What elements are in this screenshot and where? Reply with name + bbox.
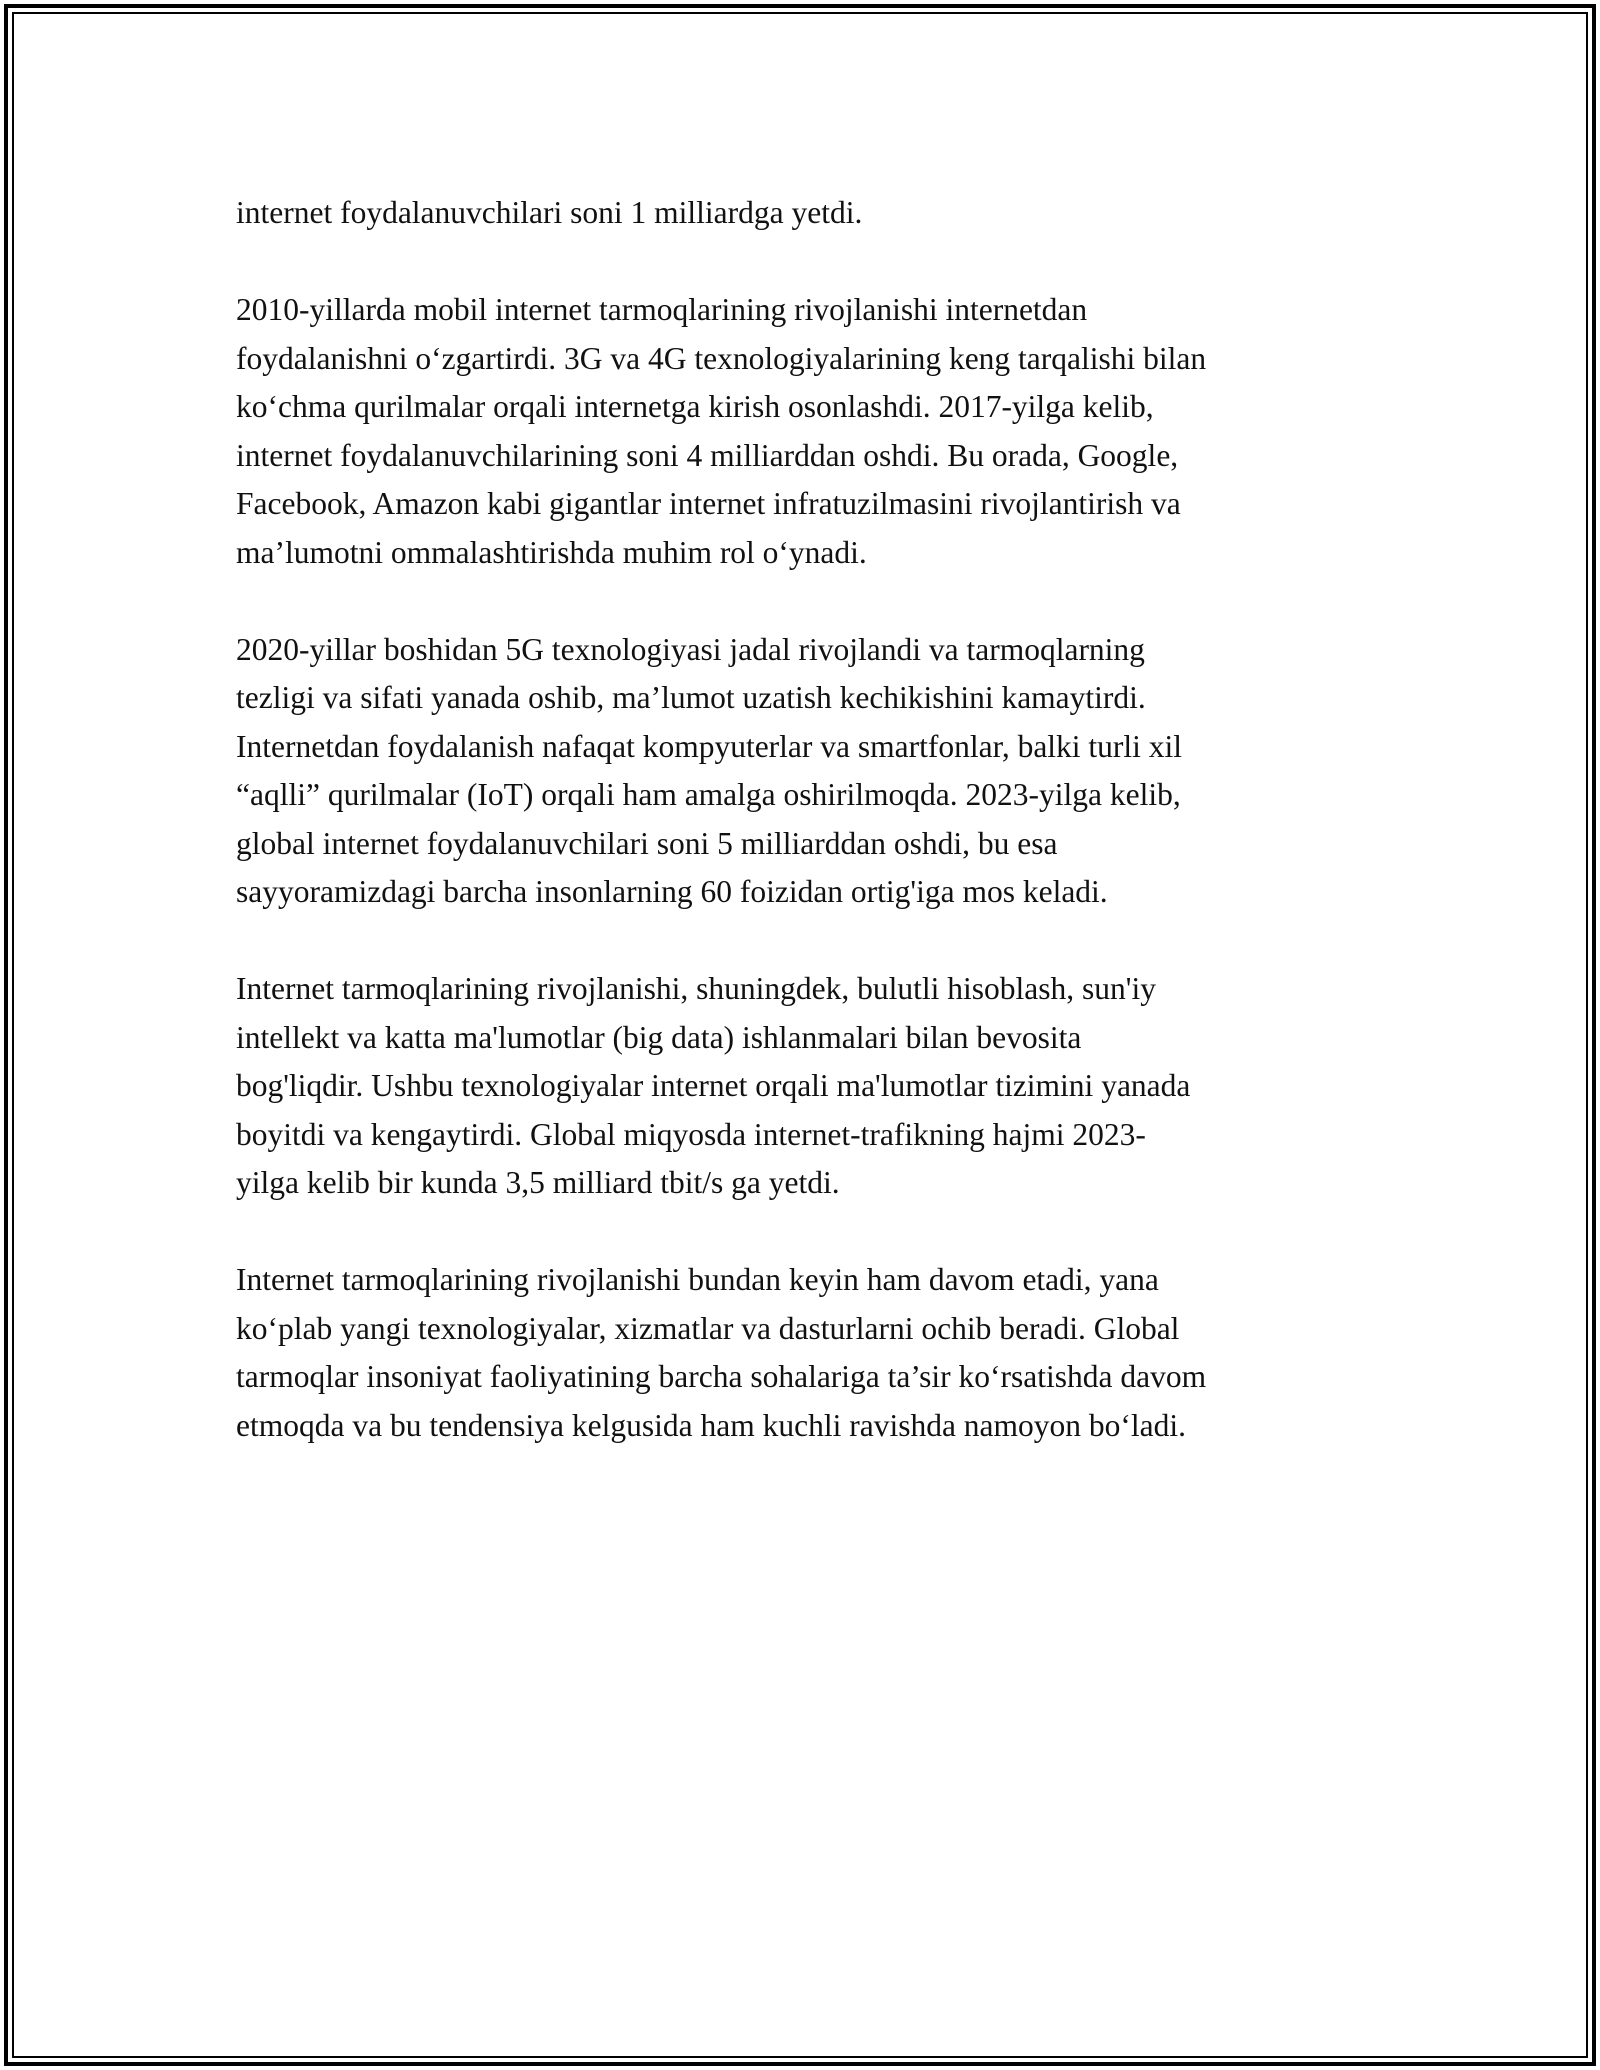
text-line: “aqlli” qurilmalar (IoT) orqali ham amalga oshirilmoqda. 2023-yilga kelib, <box>236 777 1181 812</box>
paragraph-4 <box>236 965 1406 1208</box>
text-line: internet foydalanuvchilarining soni 4 milliarddan oshdi. Bu orada, Google, <box>236 437 1179 473</box>
text-line: Facebook, Amazon kabi gigantlar internet infratuzilmasini rivojlantirish va <box>236 486 1181 521</box>
paragraph-5 <box>236 1256 1406 1450</box>
text-line: tezligi va sifati yanada oshib, ma’lumot uzatish kechikishini kamaytirdi. <box>236 680 1146 715</box>
text-line: ko‘plab yangi texnologiyalar, xizmatlar va dasturlarni ochib beradi. Global <box>236 1310 1180 1346</box>
text-line: Internet tarmoqlarining rivojlanishi, shuningdek, bulutli hisoblash, sun'iy <box>236 971 1156 1006</box>
paragraph-3 <box>236 626 1406 917</box>
text-line: intellekt va katta ma'lumotlar (big data) ishlanmalari bilan bevosita <box>236 1019 1082 1055</box>
text-line: tarmoqlar insoniyat faoliyatining barcha sohalariga ta’sir ko‘rsatishda davom <box>236 1359 1207 1394</box>
text-line: foydalanishni o‘zgartirdi. 3G va 4G texnologiyalarining keng tarqalishi bilan <box>236 340 1207 376</box>
text-line: ko‘chma qurilmalar orqali internetga kirish osonlashdi. 2017-yilga kelib, <box>236 389 1154 424</box>
text-line: global internet foydalanuvchilari soni 5 milliarddan oshdi, bu esa <box>236 825 1058 861</box>
text-line: etmoqda va bu tendensiya kelgusida ham kuchli ravishda namoyon bo‘ladi. <box>236 1407 1187 1443</box>
paragraph-1 <box>236 189 1406 238</box>
paragraph-2 <box>236 286 1406 577</box>
text-line: 2010-yillarda mobil internet tarmoqlarining rivojlanishi internetdan <box>236 292 1088 327</box>
text-line: ma’lumotni ommalashtirishda muhim rol o‘ynadi. <box>236 534 867 570</box>
text-line: Internetdan foydalanish nafaqat kompyuterlar va smartfonlar, balki turli xil <box>236 728 1183 764</box>
text-line: 2020-yillar boshidan 5G texnologiyasi jadal rivojlandi va tarmoqlarning <box>236 631 1145 667</box>
text-line: sayyoramizdagi barcha insonlarning 60 foizidan ortig'iga mos keladi. <box>236 874 1108 909</box>
text-line: Internet tarmoqlarining rivojlanishi bundan keyin ham davom etadi, yana <box>236 1262 1159 1297</box>
text-line: yilga kelib bir kunda 3,5 milliard tbit/s ga yetdi. <box>236 1165 840 1200</box>
text-line: bog'liqdir. Ushbu texnologiyalar internet orqali ma'lumotlar tizimini yanada <box>236 1068 1191 1103</box>
text-line: boyitdi va kengaytirdi. Global miqyosda internet-trafikning hajmi 2023- <box>236 1116 1146 1152</box>
text-line: internet foydalanuvchilari soni 1 milliardga yetdi. <box>236 195 863 230</box>
document-body <box>236 189 1406 1499</box>
